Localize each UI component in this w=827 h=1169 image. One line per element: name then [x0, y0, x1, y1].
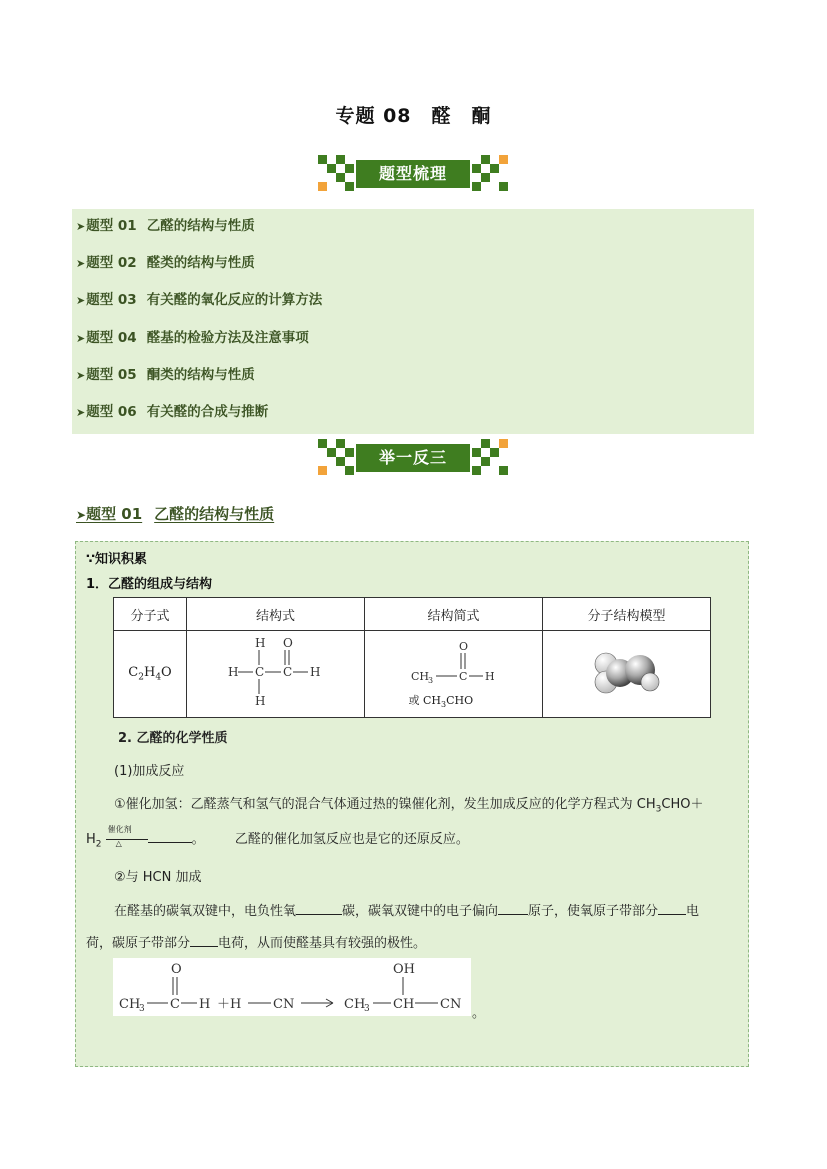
space-filling-model-icon: [590, 642, 664, 702]
svg-text:C: C: [458, 670, 467, 684]
answer-blank[interactable]: [296, 902, 342, 915]
banner-label: 题型梳理: [356, 160, 470, 188]
svg-text:H: H: [309, 665, 320, 679]
para-polarity-1: 在醛基的碳氧双键中，电负性氧 碳，碳氧双键中的电子偏向 原子，使氧原子带部分 电: [114, 904, 700, 919]
answer-blank[interactable]: [190, 934, 218, 947]
table-header: 结构式: [187, 598, 365, 631]
arrow-icon: ➤: [76, 369, 86, 382]
svg-text:CH: CH: [393, 997, 415, 1012]
svg-text:O: O: [458, 640, 468, 654]
banner-question-types: [318, 155, 508, 193]
svg-text:H: H: [254, 694, 265, 708]
answer-blank[interactable]: [148, 830, 192, 843]
svg-text:3: 3: [427, 676, 433, 686]
equation-period: 。: [472, 1006, 486, 1021]
svg-text:H: H: [254, 636, 265, 650]
svg-text:H: H: [227, 665, 238, 679]
svg-text:CN: CN: [440, 997, 462, 1012]
table-header: 分子式: [114, 598, 187, 631]
answer-blank[interactable]: [658, 902, 686, 915]
acetaldehyde-structure-icon: [228, 633, 324, 711]
svg-text:CH: CH: [119, 997, 141, 1012]
banner-practice: [318, 439, 508, 477]
toc-item[interactable]: ➤题型 02 醛类的结构与性质: [76, 255, 255, 271]
hcn-addition-icon: [113, 958, 471, 1016]
structure-table: [113, 597, 711, 718]
svg-text:C: C: [170, 997, 180, 1012]
simplified-formula: O CH 3 C H 或 $CH_3CHO$: [365, 631, 543, 718]
svg-text:H: H: [484, 670, 495, 684]
checker-decoration-icon: [318, 439, 356, 477]
reaction-arrow: 催化剂 △: [106, 833, 148, 847]
arrow-icon: ➤: [76, 332, 86, 345]
para-addition: (1)加成反应: [114, 764, 185, 779]
molecular-formula: $C_2H_4O$: [114, 631, 187, 718]
svg-text:O: O: [282, 636, 293, 650]
svg-text:3: 3: [364, 1004, 370, 1014]
arrow-icon: ➤: [76, 294, 86, 307]
svg-text:H: H: [199, 997, 211, 1012]
acetaldehyde-simplified-icon: [409, 638, 499, 688]
svg-text:CH: CH: [344, 997, 366, 1012]
toc-item[interactable]: ➤题型 06 有关醛的合成与推断: [76, 404, 269, 420]
section-heading: ➤题型 01 乙醛的结构与性质: [76, 505, 275, 523]
toc-item[interactable]: ➤题型 01 乙醛的结构与性质: [76, 218, 255, 234]
arrow-icon: ➤: [76, 406, 86, 419]
svg-text:＋H: ＋H: [217, 997, 242, 1012]
answer-blank[interactable]: [498, 902, 528, 915]
svg-text:OH: OH: [393, 962, 415, 977]
toc-item[interactable]: ➤题型 05 酮类的结构与性质: [76, 367, 255, 383]
structural-formula: [187, 631, 365, 718]
molecular-model: [543, 631, 711, 718]
hcn-reaction-equation: [113, 958, 471, 1016]
svg-text:CH: CH: [410, 670, 429, 684]
para-hydrogenation: ①催化加氢：乙醛蒸气和氢气的混合气体通过热的镍催化剂，发生加成反应的化学方程式为 $CH_3CHO+$: [114, 797, 704, 815]
para-hydrogenation-equation: $H_2$ 催化剂 △ 。 乙醛的催化加氢反应也是它的还原反应。: [86, 824, 469, 850]
para-polarity-2: 荷，碳原子带部分 电荷，从而使醛基具有较强的极性。: [86, 936, 427, 951]
arrow-icon: ➤: [76, 508, 87, 522]
checker-decoration-icon: [470, 439, 508, 477]
svg-text:C: C: [254, 665, 264, 679]
arrow-icon: ➤: [76, 257, 86, 270]
toc-panel: [72, 209, 754, 434]
subheading-properties: 2. 乙醛的化学性质: [118, 731, 228, 746]
arrow-icon: ➤: [76, 220, 86, 233]
toc-item[interactable]: ➤题型 04 醛基的检验方法及注意事项: [76, 330, 309, 346]
knowledge-title: ∵知识积累: [86, 552, 148, 567]
table-header: 分子结构模型: [543, 598, 711, 631]
svg-text:CN: CN: [273, 997, 295, 1012]
subheading-composition: 1．乙醛的组成与结构: [86, 577, 213, 592]
para-hcn: ②与 HCN 加成: [114, 870, 202, 885]
svg-text:3: 3: [139, 1004, 145, 1014]
svg-text:O: O: [171, 962, 182, 977]
checker-decoration-icon: [470, 155, 508, 193]
page-title: 专题 08 醛 酮: [335, 105, 492, 127]
svg-text:C: C: [282, 665, 292, 679]
checker-decoration-icon: [318, 155, 356, 193]
banner-label: 举一反三: [356, 444, 470, 472]
table-header: 结构简式: [365, 598, 543, 631]
toc-item[interactable]: ➤题型 03 有关醛的氧化反应的计算方法: [76, 292, 323, 308]
